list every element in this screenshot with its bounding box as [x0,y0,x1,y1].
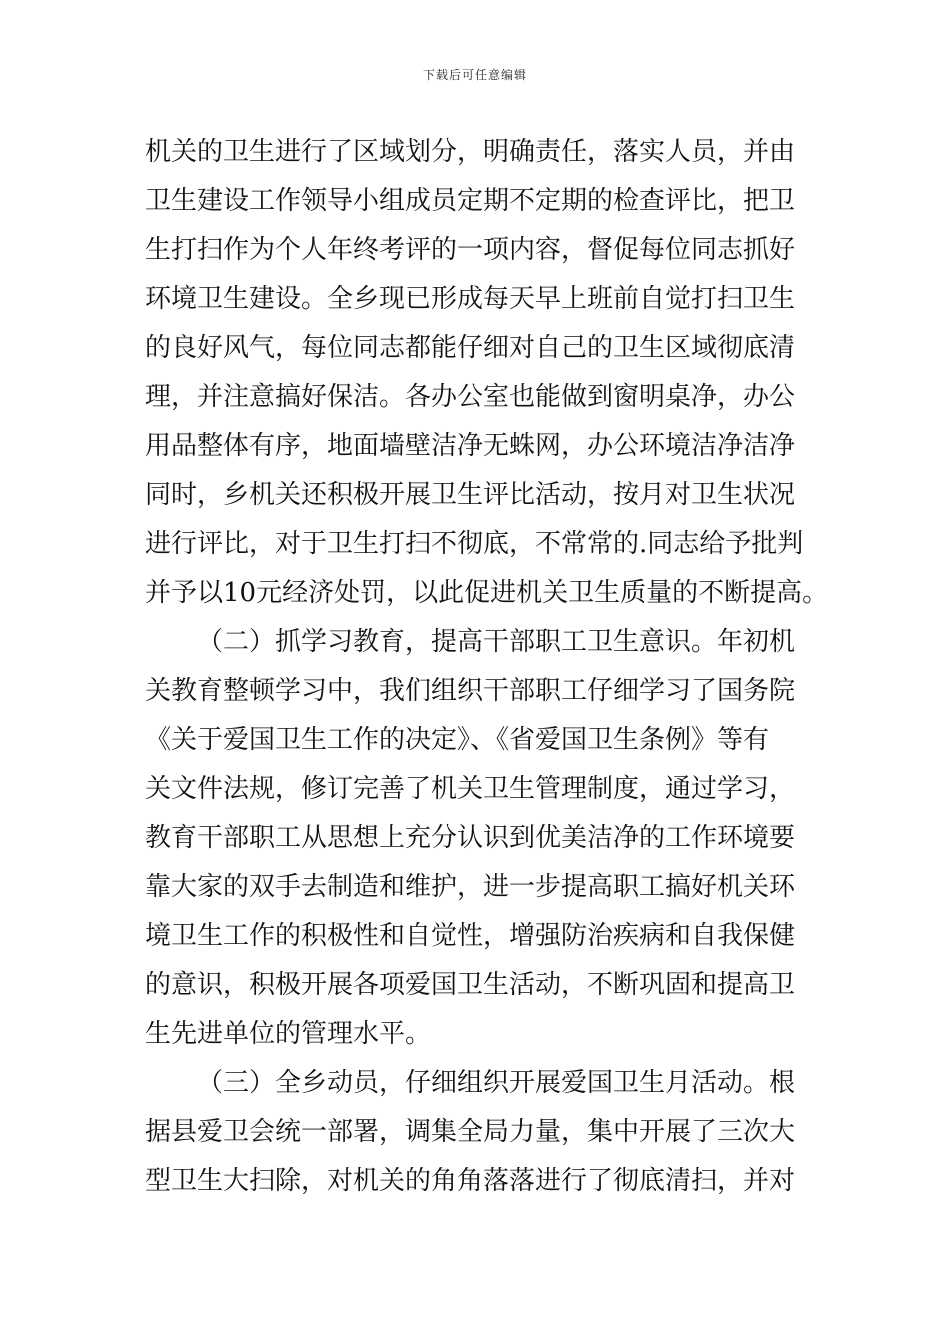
text-line: 理，并注意搞好保洁。各办公室也能做到窗明桌净，办公 [145,382,796,412]
text-line: 卫生建设工作领导小组成员定期不定期的检查评比，把卫 [145,186,796,216]
document-body [145,128,829,1206]
paragraph-start-line: （二）抓学习教育，提高干部职工卫生意识。年初机 [197,627,796,657]
text-line: 境卫生工作的积极性和自觉性，增强防治疾病和自我保健 [145,921,796,951]
text-line: 关文件法规，修订完善了机关卫生管理制度，通过学习， [145,774,796,804]
text-line: 的意识，积极开展各项爱国卫生活动，不断巩固和提高卫 [145,970,796,1000]
text-line: 同时，乡机关还积极开展卫生评比活动，按月对卫生状况 [145,480,796,510]
text-line: 靠大家的双手去制造和维护，进一步提高职工搞好机关环 [145,872,796,902]
text-line: 型卫生大扫除，对机关的角角落落进行了彻底清扫，并对 [145,1166,796,1196]
text-line: 关教育整顿学习中，我们组织干部职工仔细学习了国务院 [145,676,796,706]
text-line: 机关的卫生进行了区域划分，明确责任，落实人员，并由 [145,137,796,167]
text-line: 进行评比，对于卫生打扫不彻底，不常常的.同志给予批判 [145,529,804,559]
header-note: 下载后可任意编辑 [422,68,527,82]
text-line: 《关于爱国卫生工作的决定》、《省爱国卫生条例》等有 [145,725,770,755]
text-line: 生打扫作为个人年终考评的一项内容，督促每位同志抓好 [145,235,796,265]
text-line: 据县爱卫会统一部署，调集全局力量，集中开展了三次大 [145,1117,796,1147]
text-line: 用品整体有序，地面墙壁洁净无蛛网，办公环境洁净洁净 [145,431,796,461]
text-line: 的良好风气，每位同志都能仔细对自己的卫生区域彻底清 [145,333,796,363]
text-line: 并予以10元经济处罚，以此促进机关卫生质量的不断提高。 [145,578,829,608]
text-line: 环境卫生建设。全乡现已形成每天早上班前自觉打扫卫生 [145,284,796,314]
text-line: 教育干部职工从思想上充分认识到优美洁净的工作环境要 [145,823,796,853]
paragraph-start-line: （三）全乡动员，仔细组织开展爱国卫生月活动。根 [197,1068,796,1098]
text-line: 生先进单位的管理水平。 [145,1019,432,1049]
